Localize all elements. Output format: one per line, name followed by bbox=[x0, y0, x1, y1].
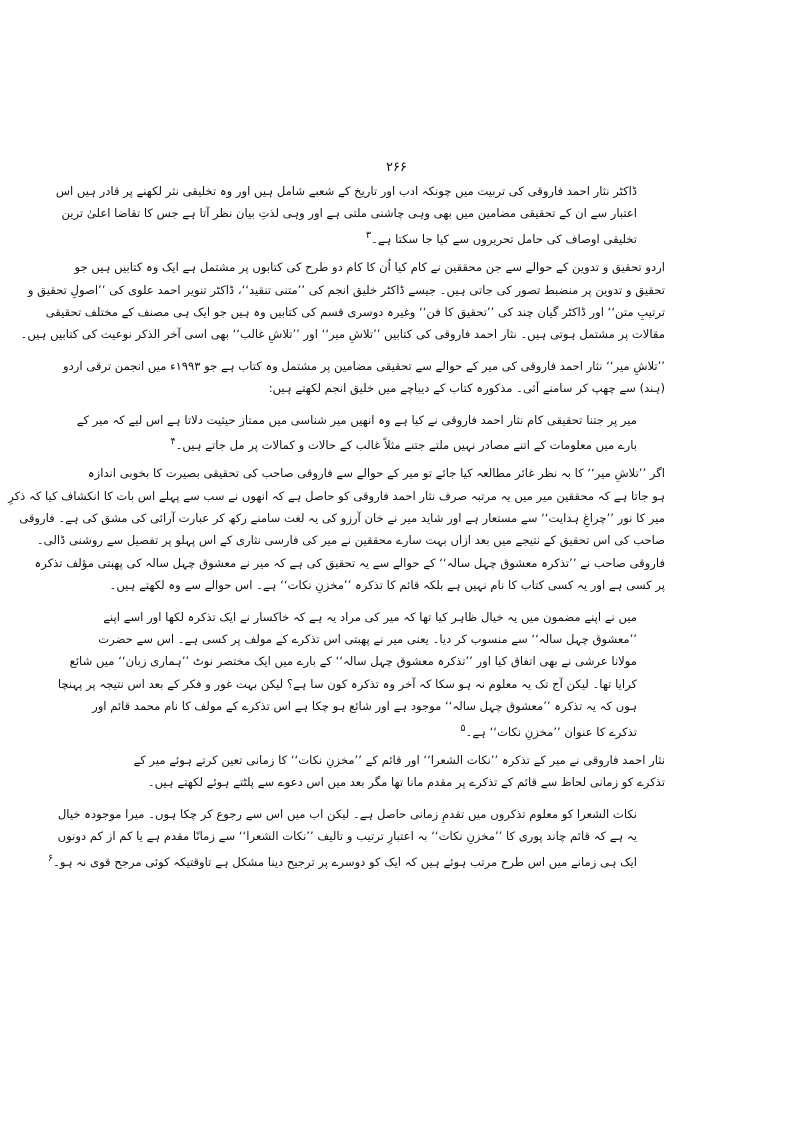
text-line: مقالات پر مشتمل ہوتی ہیں۔ نثار احمد فاروقی کی کتابیں ’’تلاشِ میر‘‘ اور ’’تلاشِ غالب‘‘ بھی اسی آخر الذکر نوعیت کی کتابیں ہیں۔ bbox=[20, 327, 665, 342]
text-line: ’’تلاشِ میر‘‘ نثار احمد فاروقی کی میر کے حوالے سے تحقیقی مضامین پر مشتمل وہ کتاب ہے جو ۱۹۹۳ء میں انجمن ترقی اردو bbox=[62, 358, 665, 373]
text-line: اگر ’’تلاشِ میر‘‘ کا بہ نظر غائر مطالعہ کیا جائے تو میر کے حوالے سے فاروقی صاحب کی تحقیقی بصیرت کا بخوبی اندازہ bbox=[87, 466, 665, 481]
text-line: نکات الشعرا کو معلوم تذکروں میں تقدمِ زمانی حاصل ہے۔ لیکن اب میں اس سے رجوع کر چکا ہوں۔ میرا موجودہ خیال bbox=[57, 806, 637, 821]
block-quote bbox=[57, 606, 637, 740]
paragraph bbox=[133, 749, 665, 794]
footnote-marker: ۵ bbox=[460, 722, 466, 734]
text-line: فاروقی صاحب نے ’’تذکرہ معشوق چہل سالہ‘‘ کے حوالے سے یہ تحقیق کی ہے کہ میر نے معشوق چہل سالہ کی پھبتی مؤلف تذکرہ bbox=[34, 555, 665, 570]
text-line: کرایا تھا۔ لیکن آج تک یہ معلوم نہ ہو سکا کہ آخر وہ تذکرہ کون سا ہے؟ لیکن بہت غور و فکر کے بعد اس نتیجہ پر پہنچا bbox=[57, 676, 637, 691]
page-number: ۲۶۶ bbox=[386, 160, 407, 175]
footnote-marker: ۶ bbox=[47, 852, 54, 864]
text-line: پر کسی ہے اور یہ کسی کتاب کا نام نہیں ہے بلکہ قائم کا تذکرہ ’’مخزنِ نکات‘‘ ہے۔ اس حوالے سے وہ لکھتے ہیں۔ bbox=[109, 578, 665, 593]
text-line: نثار احمد فاروقی نے میر کے تذکرہ ’’نکات الشعرا‘‘ اور قائم کے ’’مخزنِ نکات‘‘ کا زمانی تعین کرتے ہوئے میر کے bbox=[133, 752, 665, 767]
paragraph bbox=[62, 355, 665, 400]
block-quote bbox=[47, 803, 637, 870]
text-segment: تذکرے کا عنوان ’’مخزنِ نکات‘‘ ہے۔ bbox=[465, 724, 637, 739]
text-line: ڈاکٹر نثار احمد فاروقی کی تربیت میں چونکہ ادب اور تاریخ کے شعبے شامل ہیں اور وہ تخلیقی نثر لکھنے پر قادر ہیں اس bbox=[55, 184, 637, 198]
text-line: ترتیبِ متن‘‘ اور ڈاکٹر گیان چند کی ’’تحقیق کا فن‘‘ وغیرہ دوسری قسم کی کتابیں وہ ہیں جو ایک ہی مصنف کے مختلف تحقیقی bbox=[45, 304, 665, 319]
text-line: اعتبار سے ان کے تحقیقی مضامین میں بھی وہی چاشنی ملتی ہے اور وہی لذتِ بیان نظر آتا ہے جس کا تقاضا اعلیٰ ترین bbox=[61, 206, 637, 221]
page-body bbox=[8, 180, 665, 879]
text-line: یہ ہے کہ قائم چاند پوری کا ’’مخزنِ نکات‘‘ بہ اعتبارِ ترتیب و تالیف ’’نکات الشعرا‘‘ سے زمانًا مقدم ہے یا کم از کم دونوں bbox=[57, 829, 637, 844]
text-segment: ایک ہی زمانے میں اس طرح مرتب ہوئے ہیں کہ ایک کو دوسرے پر ترجیح دینا مشکل ہے تاوقتیکہ کوئی مرجح قوی نہ ہو۔ bbox=[53, 854, 637, 869]
text-line bbox=[47, 848, 637, 870]
text-line: ’’معشوق چہل سالہ‘‘ سے منسوب کر دیا۔ یعنی میر نے پھبتی اس تذکرے کے مولف پر کسی ہے۔ اس سے حضرت bbox=[98, 632, 637, 647]
text-line: (ہند) سے چھپ کر سامنے آئی۔ مذکورہ کتاب کے دیباچے میں خلیق انجم لکھتے ہیں: bbox=[268, 381, 665, 396]
text-segment: تخلیقی اوصاف کی حامل تحریروں سے کیا جا سکتا ہے۔ bbox=[371, 231, 637, 246]
text-line bbox=[172, 225, 637, 247]
text-line: تحقیق و تدوین پر منضبط تصور کی جاتی ہیں۔ جیسے ڈاکٹر خلیق انجم کی ’’متنی تنقید‘‘، ڈاکٹر تنویر احمد علوی کی ’’اصولِ تحقیق و bbox=[27, 282, 665, 297]
text-line: تذکرے کو زمانی لحاظ سے قائم کے تذکرے پر مقدم مانا تھا مگر بعد میں اس دعوے سے پلٹتے ہوئے لکھتے ہیں۔ bbox=[147, 775, 665, 790]
text-line: مولانا عرشی نے بھی اتفاق کیا اور ’’تذکرہ معشوق چہل سالہ‘‘ کے بارے میں ایک مختصر نوٹ ’’ہماری زبان‘‘ میں شائع bbox=[69, 654, 637, 669]
block-quote bbox=[55, 180, 637, 247]
block-quote bbox=[76, 409, 637, 454]
text-line: ہو جاتا ہے کہ محققین میر میں یہ مرتبہ صرف نثار احمد فاروقی کو حاصل ہے کہ انھوں نے سب سے پہلے اس بات کا انکشاف کیا کہ ذکرِ bbox=[8, 488, 665, 503]
footnote-marker: ۴ bbox=[170, 435, 176, 447]
text-line bbox=[172, 718, 637, 740]
paragraph bbox=[8, 462, 665, 596]
text-line bbox=[172, 431, 637, 453]
text-line: میر کا نور ’’چراغِ ہدایت‘‘ سے مستعار ہے اور شاید میر نے خان آرزو کی یہ لغت سامنے رکھ کر عبارت آرائی کی مشق کی ہے۔ فاروقی bbox=[19, 511, 665, 526]
text-line: میں نے اپنے مضمون میں یہ خیال ظاہر کیا تھا کہ میر کی مراد یہ ہے کہ خاکسار نے ایک تذکرہ لکھا اور اسے اپنے bbox=[103, 609, 637, 624]
footnote-marker: ۳ bbox=[365, 229, 372, 241]
text-line: میر پر جتنا تحقیقی کام نثار احمد فاروقی نے کیا ہے وہ انھیں میر شناسی میں ممتاز حیثیت دلاتا ہے اس لیے کہ میر کے bbox=[76, 412, 637, 427]
paragraph bbox=[20, 256, 665, 346]
text-line: ہوں کہ یہ تذکرہ ’’معشوق چہل سالہ‘‘ موجود ہے اور شائع ہو چکا ہے اس تذکرے کے مولف کا نام محمد قائم اور bbox=[92, 699, 637, 714]
text-line: صاحب کی اس تحقیق کے نتیجے میں بعد ازاں بہت سارے محققین نے میر کی فارسی نثاری کے اس پہلو پر تفصیل سے روشنی ڈالی۔ bbox=[36, 533, 665, 548]
text-segment: بارے میں معلومات کے اتنے مصادر نہیں ملتے جتنے مثلاً غالب کے حالات و کمالات پر مل جاتے ہیں۔ bbox=[175, 437, 637, 452]
text-line: اردو تحقیق و تدوین کے حوالے سے جن محققین نے کام کیا اُن کا کام دو طرح کی کتابوں پر مشتمل ہے ایک وہ کتابیں ہیں جو bbox=[74, 260, 665, 275]
